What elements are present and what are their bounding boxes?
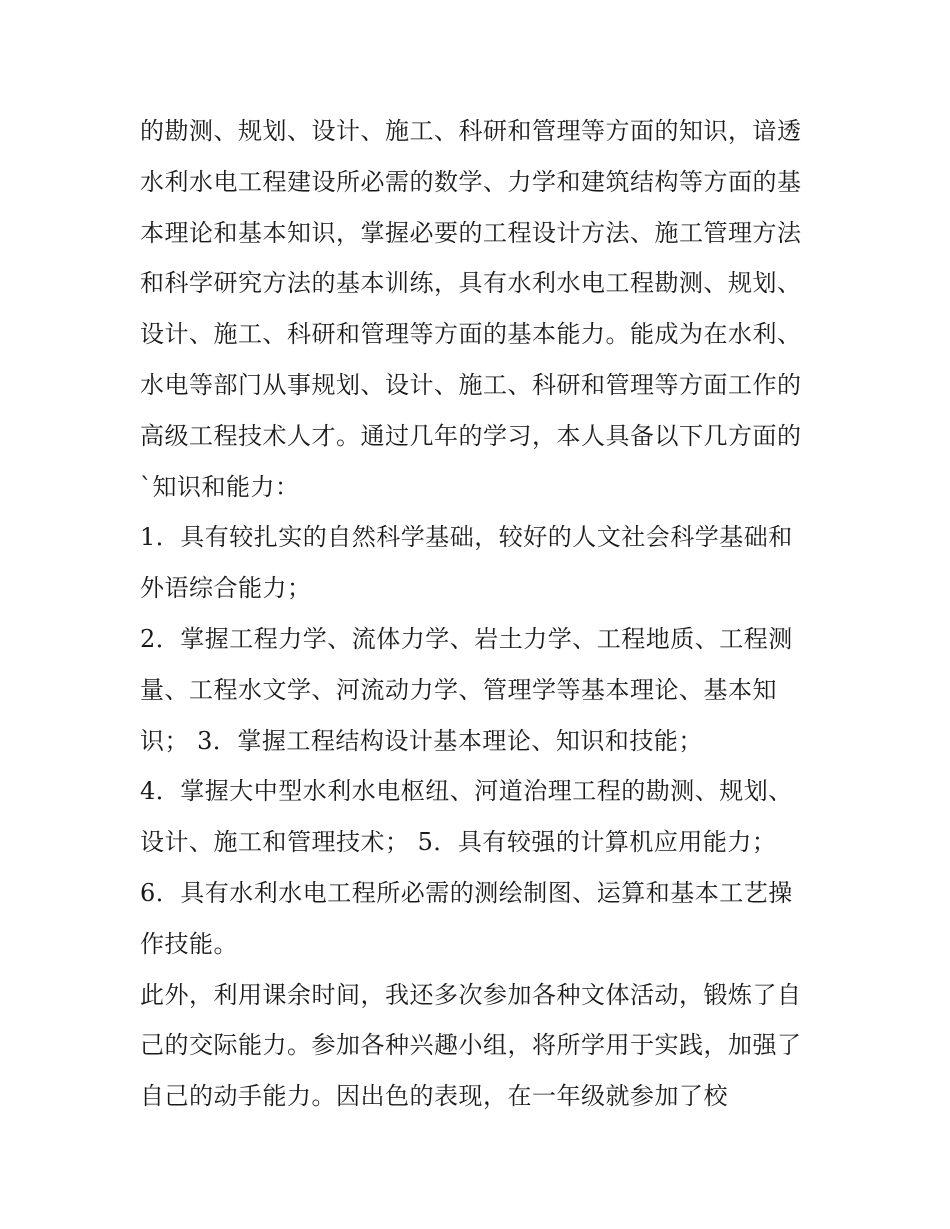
- text-line: 水电等部门从事规划、设计、施工、科研和管理等方面工作的: [140, 370, 802, 399]
- text-line: 的勘测、规划、设计、施工、科研和管理等方面的知识，谙透: [140, 117, 802, 145]
- text-line: 量、工程水文学、河流动力学、管理学等基本理论、基本知: [140, 675, 777, 704]
- text-line: 水利水电工程建设所必需的数学、力学和建筑结构等方面的基: [140, 167, 802, 196]
- text-line: 本理论和基本知识，掌握必要的工程设计方法、施工管理方法: [140, 218, 802, 247]
- text-line: `知识和能力：: [140, 472, 300, 501]
- text-line: 设计、施工、科研和管理等方面的基本能力。能成为在水利、: [140, 320, 802, 349]
- text-line: 外语综合能力；: [140, 574, 312, 603]
- text-line: 和科学研究方法的基本训练，具有水利水电工程勘测、规划、: [140, 269, 802, 298]
- list-item: 识； 3．掌握工程结构设计基本理论、知识和技能；: [140, 726, 703, 755]
- body-text: [140, 106, 820, 1122]
- text-line: 作技能。: [140, 929, 238, 958]
- text-line: 己的交际能力。参加各种兴趣小组，将所学用于实践，加强了: [140, 1031, 802, 1060]
- text-line: 高级工程技术人才。通过几年的学习，本人具备以下几方面的: [140, 421, 802, 450]
- list-item: 1．具有较扎实的自然科学基础，较好的人文社会科学基础和: [140, 523, 793, 552]
- list-item: 设计、施工和管理技术； 5．具有较强的计算机应用能力；: [140, 828, 777, 857]
- text-line: 此外，利用课余时间，我还多次参加各种文体活动，锻炼了自: [140, 980, 802, 1009]
- text-line: 自己的动手能力。因出色的表现，在一年级就参加了校: [140, 1082, 728, 1111]
- list-item: 6．具有水利水电工程所必需的测绘制图、运算和基本工艺操: [140, 878, 793, 907]
- list-item: 2．掌握工程力学、流体力学、岩土力学、工程地质、工程测: [140, 624, 793, 653]
- list-item: 4．掌握大中型水利水电枢纽、河道治理工程的勘测、规划、: [140, 777, 793, 806]
